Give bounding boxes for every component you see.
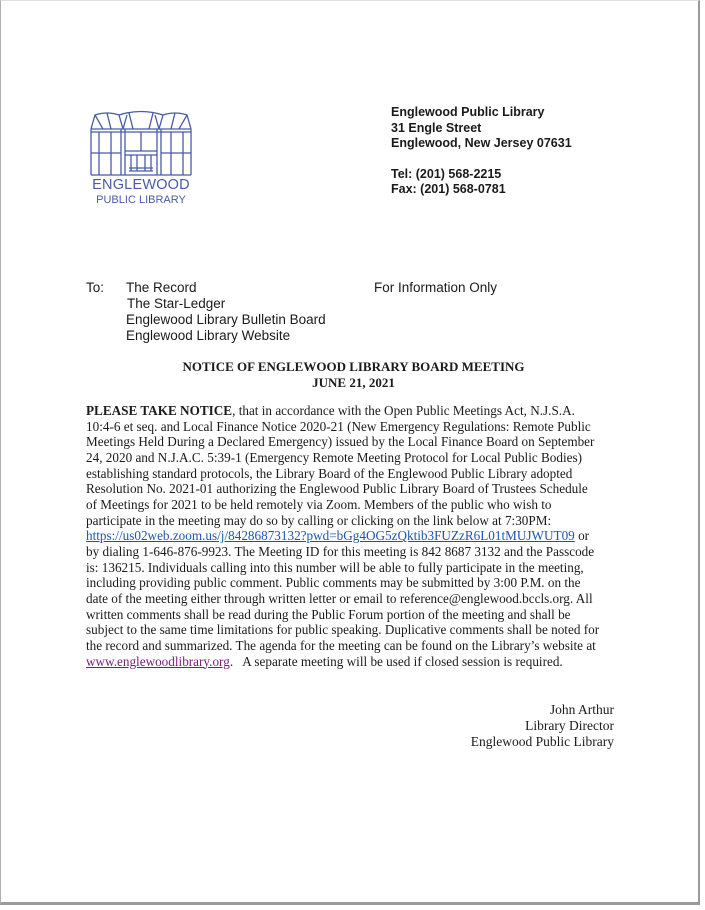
recipient-list xyxy=(126,280,326,344)
notice-date: JUNE 21, 2021 xyxy=(312,375,395,390)
signer-org: Englewood Public Library xyxy=(470,734,614,749)
signer-title: Library Director xyxy=(525,718,614,733)
recipient-item: Englewood Library Website xyxy=(126,328,291,343)
logo-name: ENGLEWOOD xyxy=(92,177,190,193)
logo-subtitle: PUBLIC LIBRARY xyxy=(96,194,186,206)
signer-name: John Arthur xyxy=(549,702,614,717)
city-state-zip: Englewood, New Jersey 07631 xyxy=(391,136,572,150)
library-website-link[interactable]: www.englewoodlibrary.org xyxy=(86,653,230,669)
street-address: 31 Engle Street xyxy=(391,120,482,135)
org-name: Englewood Public Library xyxy=(391,105,545,119)
information-note: For Information Only xyxy=(374,280,498,295)
library-logo xyxy=(89,109,193,207)
fax: Fax: (201) 568-0781 xyxy=(391,182,506,196)
signature-block xyxy=(471,702,614,750)
notice-lead: PLEASE TAKE NOTICE xyxy=(86,403,233,418)
recipient-item: Englewood Library Bulletin Board xyxy=(126,312,326,327)
recipient-item: The Record xyxy=(126,280,197,295)
notice-title: NOTICE OF ENGLEWOOD LIBRARY BOARD MEETING xyxy=(182,359,525,374)
telephone: Tel: (201) 568-2215 xyxy=(391,166,502,181)
letterhead-address xyxy=(391,105,572,198)
library-building-icon xyxy=(89,109,193,177)
notice-body: PLEASE TAKE NOTICE, that in accordance with the Open Public Meetings Act, N.J.S.A. 10:4-6 et seq. and Local Finance Notice 2020-21 (New Emergency Regulations: Remote Public Meetings Held During a Declared Emergency) issued by the Local Finance Board on September 24, 2020 and N.J.A.C. 5:39-1 (Emergency Remote Meeting Protocol for Local Public Bodies) establishing standard protocols, the Library Board of the Englewood Public Library adopted Resolution No. 2021-01 authorizing the Englewood Public Library Board of Trustees Schedule of Meetings for 2021 to be held remotely via Zoom. Members of the public who wish to participate in the meeting may do so by calling or clicking on the link below at 7:30PM: https://us02web.zoom.us/j/84286873132?pwd=bGg4OG5zQktib3FUZzR6L01tMUJWUT09 or by dialing 1-646-876-9923. The Meeting ID for this meeting is 842 8687 3132 and the Passcode is: 136215. Individuals calling into this number will be able to fully participate in the meeting, including providing public comment. Public comments may be submitted by 3:00 P.M. on the date of the meeting either through written letter or email to reference@englewood.bccls.org. All written comments shall be read during the Public Forum portion of the meeting and shall be subject to the same time limitations for public speaking. Duplicative comments shall be noted for the record and summarized. The agenda for the meeting can be found on the Library’s website at www.englewoodlibrary.org. A separate meeting will be used if closed session is required. xyxy=(86,403,600,669)
to-label: To: xyxy=(86,280,105,295)
recipient-item: The Star-Ledger xyxy=(127,296,226,311)
zoom-meeting-link[interactable]: https://us02web.zoom.us/j/84286873132?pwd=bGg4OG5zQktib3FUZzR6L01tMUJWUT09 xyxy=(86,528,575,544)
